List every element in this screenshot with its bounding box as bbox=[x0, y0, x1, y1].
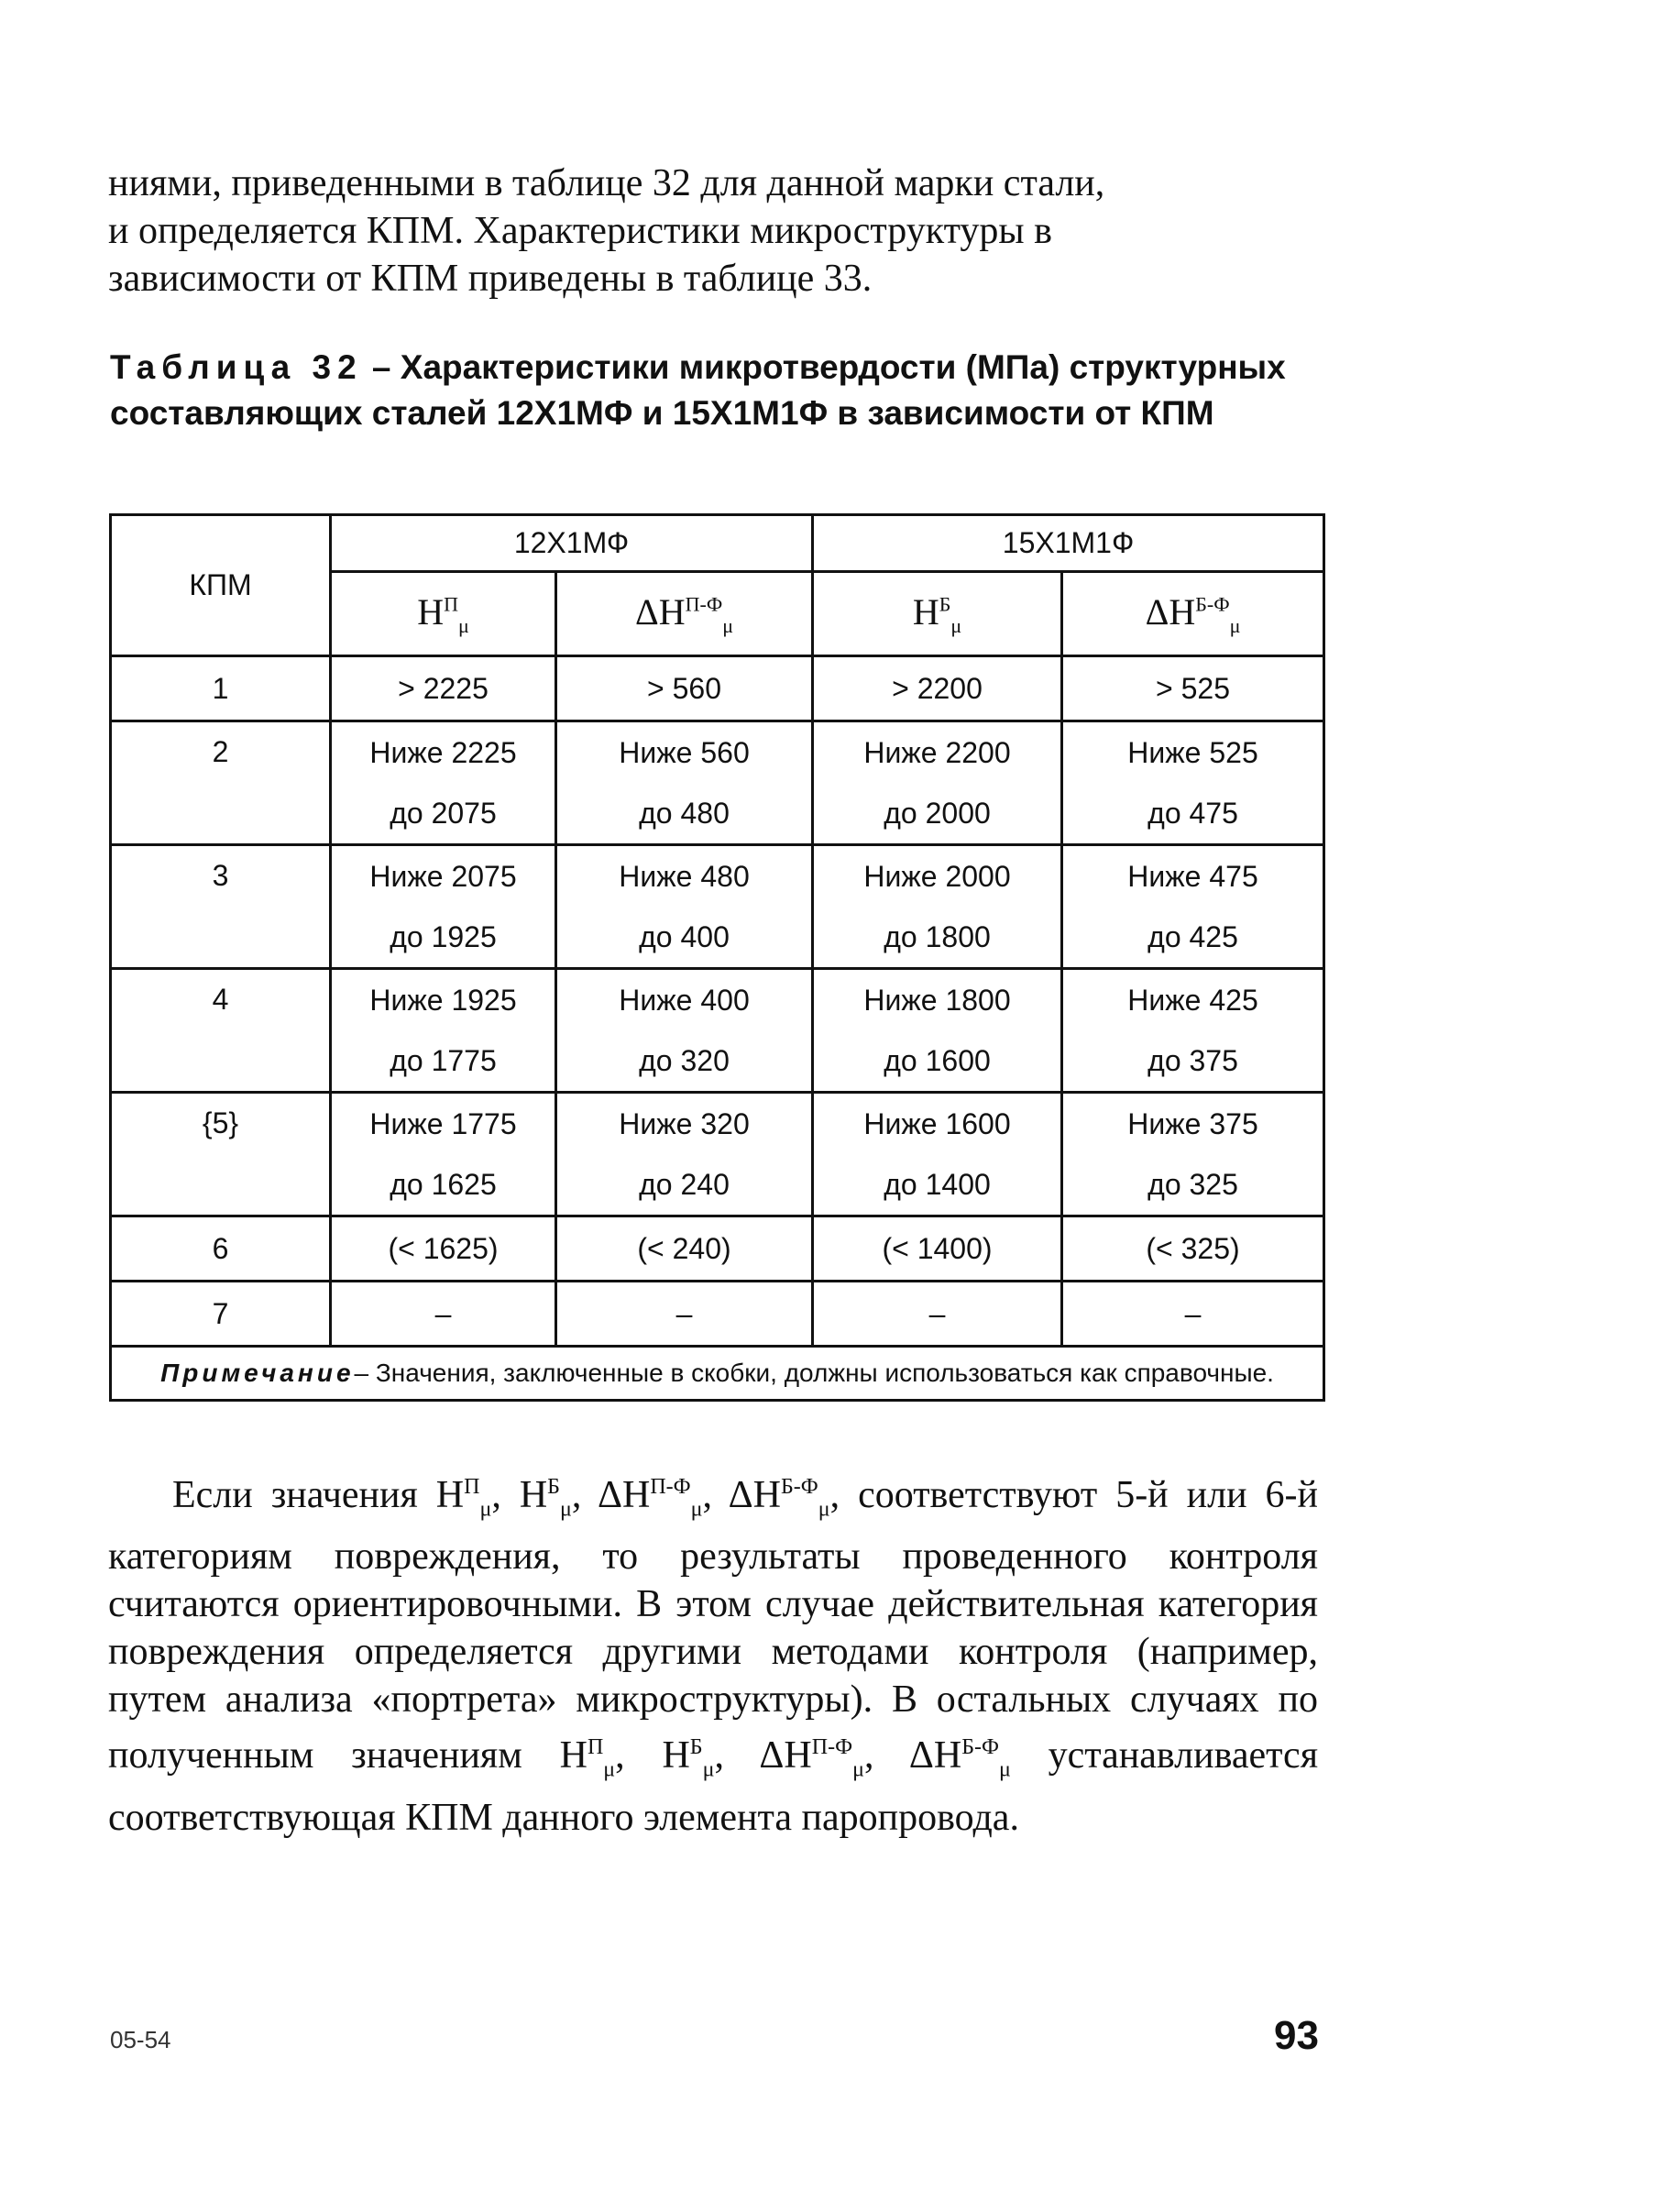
caption-dash: – bbox=[362, 348, 401, 386]
table-cell bbox=[556, 969, 813, 1093]
cell-line: Ниже 375 bbox=[1127, 1107, 1258, 1140]
table-cell bbox=[1062, 1093, 1324, 1216]
cell-line: до 400 bbox=[639, 920, 730, 953]
cell-line: до 425 bbox=[1147, 920, 1238, 953]
table-cell bbox=[331, 969, 556, 1093]
body-text-3: устанавливается соответствующая КПМ данного элемента паропровода. bbox=[108, 1734, 1319, 1839]
cell-line: Ниже 525 bbox=[1127, 736, 1258, 769]
table-cell bbox=[813, 1093, 1062, 1216]
formula2-dh-bf: $\Delta H^{Б-Ф}_\mu$ bbox=[908, 1734, 1011, 1782]
cell-line: до 2000 bbox=[884, 797, 991, 830]
sym-dh-pf: $\Delta H^{П-Ф}_\mu$ bbox=[556, 572, 813, 656]
kpm-value: 3 bbox=[111, 845, 331, 969]
cell-line: до 2075 bbox=[390, 797, 497, 830]
kpm-value: 7 bbox=[111, 1282, 331, 1347]
intro-line-1: ниями, приведенными в таблице 32 для данной марки стали, bbox=[108, 162, 1105, 204]
note-label: Примечание bbox=[160, 1359, 355, 1387]
cell-line: (< 1400) bbox=[882, 1232, 993, 1265]
cell-line: – bbox=[928, 1297, 946, 1330]
intro-line-2: и определяется КПМ. Характеристики микроструктуры в bbox=[108, 210, 1052, 252]
formula2-dh-pf: $\Delta H^{П-Ф}_\mu$ bbox=[759, 1734, 864, 1782]
sym-h-b: $H^Б_\mu$ bbox=[813, 572, 1062, 656]
sym-h-p: $H^П_\mu$ bbox=[331, 572, 556, 656]
cell-line: до 1775 bbox=[390, 1044, 497, 1077]
cell-line: – bbox=[434, 1297, 452, 1330]
table-cell bbox=[1062, 845, 1324, 969]
cell-line: Ниже 2200 bbox=[863, 736, 1011, 769]
table-cell bbox=[556, 656, 813, 721]
cell-line: Ниже 1800 bbox=[863, 984, 1011, 1017]
kpm-value: 2 bbox=[111, 721, 331, 845]
cell-line: > 525 bbox=[1156, 672, 1230, 705]
table-cell bbox=[331, 1216, 556, 1282]
cell-line: до 475 bbox=[1147, 797, 1238, 830]
cell-line: (< 1625) bbox=[388, 1232, 499, 1265]
cell-line: Ниже 475 bbox=[1127, 860, 1258, 893]
formula-dh-pf: $\Delta H^{П-Ф}_\mu$ bbox=[597, 1474, 703, 1522]
formula-dh-bf: $\Delta H^{Б-Ф}_\mu$ bbox=[728, 1474, 830, 1522]
formula-h-p: $H^П_\mu$ bbox=[435, 1474, 492, 1522]
table-cell bbox=[331, 1093, 556, 1216]
table-row bbox=[111, 1093, 1324, 1216]
cell-line: Ниже 400 bbox=[619, 984, 750, 1017]
table-row bbox=[111, 1216, 1324, 1282]
cell-line: – bbox=[1184, 1297, 1202, 1330]
table-body bbox=[111, 656, 1324, 1347]
table-cell bbox=[556, 721, 813, 845]
kpm-value: 6 bbox=[111, 1216, 331, 1282]
table-cell bbox=[813, 969, 1062, 1093]
table-row bbox=[111, 1282, 1324, 1347]
cell-line: (< 240) bbox=[637, 1232, 731, 1265]
table-row bbox=[111, 721, 1324, 845]
table-row bbox=[111, 656, 1324, 721]
caption-text: Характеристики микротвердости (МПа) структурных составляющих сталей 12Х1МФ и 15Х1М1Ф в зависимости от КПМ bbox=[110, 348, 1286, 432]
table-cell bbox=[331, 845, 556, 969]
table-cell bbox=[813, 1282, 1062, 1347]
note-text: – Значения, заключенные в скобки, должны использоваться как справочные. bbox=[354, 1359, 1274, 1387]
body-text-2: соответствуют 5-й или 6-й категориям повреждения, то результаты проведенного контроля считаются ориентировочными. В этом случае действительная категория повреждения определяется другими методами контроля (например, путем анализа «портрета» микроструктуры). В остальных случаях по полученным значениям bbox=[108, 1474, 1319, 1777]
cell-line: до 1600 bbox=[884, 1044, 991, 1077]
table-row bbox=[111, 969, 1324, 1093]
sym-dh-bf: $\Delta H^{Б-Ф}_\mu$ bbox=[1062, 572, 1324, 656]
intro-line-3: зависимости от КПМ приведены в таблице 33. bbox=[108, 258, 873, 300]
cell-line: до 1400 bbox=[884, 1168, 991, 1201]
kpm-table bbox=[109, 513, 1325, 1402]
table-cell bbox=[813, 1216, 1062, 1282]
formula2-h-b: $H^Б_\mu$ bbox=[662, 1734, 715, 1782]
formula-h-b: $H^Б_\mu$ bbox=[519, 1474, 572, 1522]
header-row-1 bbox=[111, 515, 1324, 572]
kpm-header: КПМ bbox=[111, 515, 331, 656]
formula2-h-p: $H^П_\mu$ bbox=[559, 1734, 616, 1782]
steel-b-header: 15Х1М1Ф bbox=[813, 515, 1324, 572]
cell-line: Ниже 425 bbox=[1127, 984, 1258, 1017]
cell-line: Ниже 2075 bbox=[369, 860, 517, 893]
table-cell bbox=[331, 1282, 556, 1347]
cell-line: до 375 bbox=[1147, 1044, 1238, 1077]
cell-line: до 1925 bbox=[390, 920, 497, 953]
body-text-1: Если значения bbox=[172, 1474, 436, 1516]
cell-line: Ниже 480 bbox=[619, 860, 750, 893]
cell-line: – bbox=[675, 1297, 693, 1330]
cell-line: Ниже 2000 bbox=[863, 860, 1011, 893]
table-cell bbox=[813, 656, 1062, 721]
cell-line: до 1800 bbox=[884, 920, 991, 953]
table-cell bbox=[1062, 721, 1324, 845]
table-caption bbox=[110, 345, 1320, 436]
table-cell bbox=[556, 1216, 813, 1282]
footer-code: 05-54 bbox=[110, 2026, 171, 2053]
table-cell bbox=[1062, 1216, 1324, 1282]
cell-line: Ниже 1600 bbox=[863, 1107, 1011, 1140]
kpm-value: 1 bbox=[111, 656, 331, 721]
table-cell bbox=[813, 721, 1062, 845]
table-cell bbox=[1062, 1282, 1324, 1347]
table-cell bbox=[331, 721, 556, 845]
table-cell bbox=[813, 845, 1062, 969]
cell-line: до 1625 bbox=[390, 1168, 497, 1201]
cell-line: Ниже 1775 bbox=[369, 1107, 517, 1140]
cell-line: > 2200 bbox=[892, 672, 983, 705]
table-cell bbox=[556, 845, 813, 969]
cell-line: Ниже 560 bbox=[619, 736, 750, 769]
table-note bbox=[111, 1347, 1324, 1401]
table-cell bbox=[331, 656, 556, 721]
caption-label: Таблица 32 bbox=[110, 348, 363, 386]
cell-line: > 2225 bbox=[398, 672, 489, 705]
body-paragraph: Если значения $H^П_\mu$, $H^Б_\mu$, $\Delta H^{П-Ф}_\mu$, $\Delta H^{Б-Ф}_\mu$, соответствуют 5-й или 6-й категориям повреждения, то результаты проведенного контроля считаются ориентировочными. В этом случае действительная категория повреждения определяется другими методами контроля (например, путем анализа «портрета» микроструктуры). В остальных случаях по полученным значениям $H^П_\mu$, $H^Б_\mu$, $\Delta H^{П-Ф}_\mu$, $\Delta H^{Б-Ф}_\mu$ устанавливается соответствующая КПМ данного элемента паропровода. bbox=[108, 1474, 1319, 1839]
cell-line: до 240 bbox=[639, 1168, 730, 1201]
table-row bbox=[111, 845, 1324, 969]
cell-line: (< 325) bbox=[1146, 1232, 1240, 1265]
table-cell bbox=[556, 1282, 813, 1347]
steel-a-header: 12Х1МФ bbox=[331, 515, 813, 572]
cell-line: Ниже 2225 bbox=[369, 736, 517, 769]
table-cell bbox=[556, 1093, 813, 1216]
cell-line: до 320 bbox=[639, 1044, 730, 1077]
cell-line: Ниже 1925 bbox=[369, 984, 517, 1017]
cell-line: до 325 bbox=[1147, 1168, 1238, 1201]
cell-line: до 480 bbox=[639, 797, 730, 830]
cell-line: Ниже 320 bbox=[619, 1107, 750, 1140]
kpm-value: {5} bbox=[111, 1093, 331, 1216]
cell-line: > 560 bbox=[647, 672, 721, 705]
intro-paragraph bbox=[108, 160, 1318, 303]
table-cell bbox=[1062, 656, 1324, 721]
table-cell bbox=[1062, 969, 1324, 1093]
note-row bbox=[111, 1347, 1324, 1401]
kpm-value: 4 bbox=[111, 969, 331, 1093]
page-number: 93 bbox=[1274, 2013, 1319, 2058]
